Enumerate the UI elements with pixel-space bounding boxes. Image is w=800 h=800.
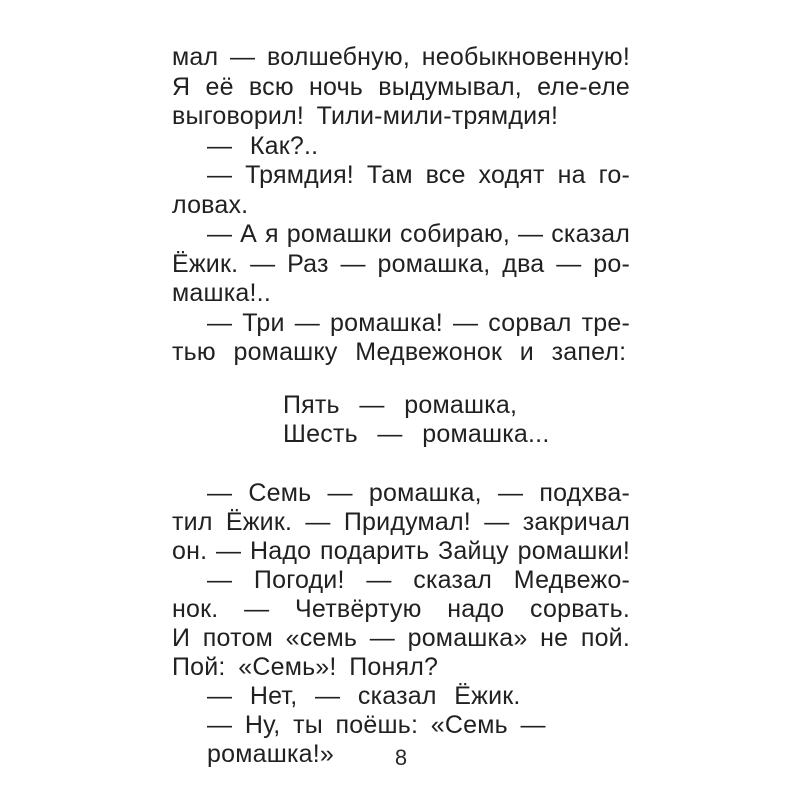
text-line: ловах.	[172, 190, 249, 219]
text-line: — Нет, — сказал Ёжик.	[207, 681, 521, 710]
text-line: — Семь — ромашка, — подхва-	[207, 478, 630, 507]
text-block	[172, 479, 630, 769]
text-line: тил Ёжик. — Придумал! — закричал	[172, 507, 630, 536]
text-line: тью ромашку Медвежонок и запел:	[172, 338, 627, 366]
verse-line: Шесть — ромашка...	[283, 420, 550, 448]
text-line: — Как?..	[207, 131, 319, 160]
verse-line: Пять — ромашка,	[283, 390, 518, 419]
text-line: — Погоди! — сказал Медвежо-	[207, 565, 630, 594]
text-line: — Трямдия! Там все ходят на го-	[207, 161, 630, 189]
text-line: Я её всю ночь выдумывал, еле-еле	[172, 72, 630, 101]
text-line: он. — Надо подарить Зайцу ромашки!	[172, 536, 630, 565]
page-number: 8	[394, 745, 408, 770]
text-line: нок. — Четвёртую надо сорвать.	[172, 594, 630, 623]
text-line: машка!..	[172, 279, 271, 307]
text-line: Пой: «Семь»! Понял?	[172, 652, 439, 681]
text-line: выговорил! Тили-мили-трямдия!	[172, 102, 559, 130]
text-line: И потом «семь — ромашка» не пой.	[172, 623, 630, 652]
text-line: — Ну, ты поёшь: «Семь — ромашка!»	[207, 710, 546, 768]
text-line: — Три — ромашка! — сорвал тре-	[207, 308, 630, 337]
text-line: Ёжик. — Раз — ромашка, два — ро-	[172, 249, 630, 278]
text-line: — А я ромашки собираю, — сказал	[207, 220, 630, 248]
text-column	[172, 43, 630, 769]
text-line: мал — волшебную, необыкновенную!	[172, 43, 630, 71]
